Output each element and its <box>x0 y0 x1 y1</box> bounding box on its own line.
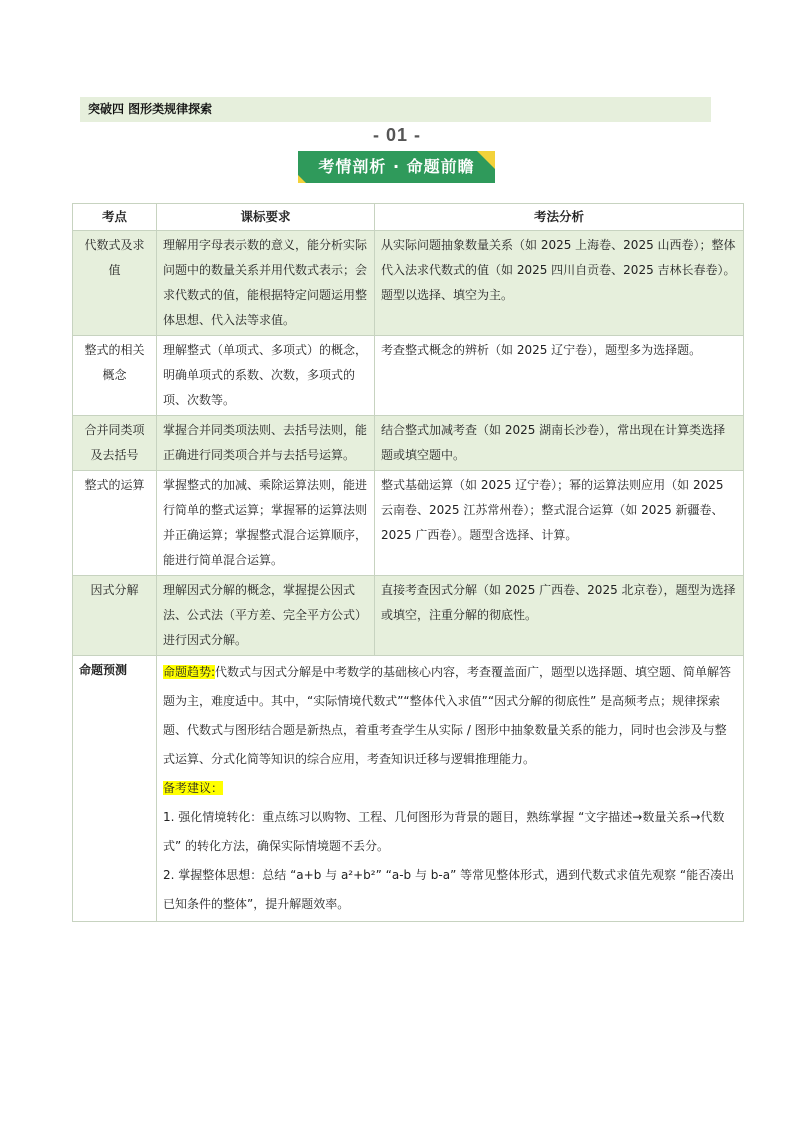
cell-kebiao: 掌握整式的加减、乘除运算法则，能进行简单的整式运算；掌握幂的运算法则并正确运算；掌握整式混合运算顺序，能进行简单混合运算。 <box>157 471 375 576</box>
trend-label: 命题趋势: <box>163 665 216 679</box>
trend-paragraph <box>163 658 737 774</box>
banner-corner-decoration <box>477 151 495 169</box>
cell-kaodian: 整式的相关概念 <box>73 336 157 416</box>
cell-kaofa: 直接考查因式分解（如 2025 广西卷、2025 北京卷），题型为选择或填空，注重分解的彻底性。 <box>375 576 744 656</box>
cell-kaofa: 从实际问题抽象数量关系（如 2025 上海卷、2025 山西卷）；整体代入法求代数式的值（如 2025 四川自贡卷、2025 吉林长春卷）。题型以选择、填空为主。 <box>375 231 744 336</box>
header-kebiao: 课标要求 <box>157 204 375 231</box>
table-row <box>73 471 744 576</box>
advice-item: 1. 强化情境转化：重点练习以购物、工程、几何图形为背景的题目，熟练掌握 “文字描述→数量关系→代数式” 的转化方法，确保实际情境题不丢分。 <box>163 810 725 853</box>
cell-kebiao: 理解整式（单项式、多项式）的概念，明确单项式的系数、次数，多项式的项、次数等。 <box>157 336 375 416</box>
banner-corner-decoration-left <box>298 175 306 183</box>
cell-kaofa: 整式基础运算（如 2025 辽宁卷）；幂的运算法则应用（如 2025 云南卷、2025 江苏常州卷）；整式混合运算（如 2025 新疆卷、2025 广西卷）。题型含选择、计算。 <box>375 471 744 576</box>
exam-analysis-table <box>72 203 744 922</box>
banner-title-box <box>298 151 495 183</box>
banner-title: 考情剖析 · 命题前瞻 <box>318 157 475 176</box>
table-header-row <box>73 204 744 231</box>
table-row <box>73 231 744 336</box>
cell-kebiao: 理解用字母表示数的意义，能分析实际问题中的数量关系并用代数式表示；会求代数式的值，能根据特定问题运用整体思想、代入法等求值。 <box>157 231 375 336</box>
table-row <box>73 336 744 416</box>
table-row <box>73 576 744 656</box>
prediction-row <box>73 656 744 922</box>
header-kaodian: 考点 <box>73 204 157 231</box>
cell-kaofa: 结合整式加减考查（如 2025 湖南长沙卷），常出现在计算类选择题或填空题中。 <box>375 416 744 471</box>
trend-text: 代数式与因式分解是中考数学的基础核心内容，考查覆盖面广，题型以选择题、填空题、简单解答题为主，难度适中。其中，“实际情境代数式”“整体代入求值”“因式分解的彻底性” 是高频考点；规律探索题、代数式与图形结合题是新热点，着重考查学生从实际 / 图形中抽象数量关系的能力，同时也会涉及与整式运算、分式化简等知识的综合应用，考查知识迁移与逻辑推理能力。 <box>163 665 732 766</box>
advice-label: 备考建议： <box>163 781 224 795</box>
prediction-label: 命题预测 <box>73 656 157 922</box>
cell-kebiao: 掌握合并同类项法则、去括号法则，能正确进行同类项合并与去括号运算。 <box>157 416 375 471</box>
section-title: 突破四 图形类规律探索 <box>80 97 711 122</box>
cell-kaodian: 整式的运算 <box>73 471 157 576</box>
cell-kaofa: 考查整式概念的辨析（如 2025 辽宁卷），题型多为选择题。 <box>375 336 744 416</box>
section-number: - 01 - <box>372 125 421 145</box>
cell-kaodian: 代数式及求值 <box>73 231 157 336</box>
table-row <box>73 416 744 471</box>
prediction-content <box>157 656 744 922</box>
cell-kaodian: 因式分解 <box>73 576 157 656</box>
header-kaofa: 考法分析 <box>375 204 744 231</box>
advice-heading <box>163 774 737 803</box>
cell-kebiao: 理解因式分解的概念，掌握提公因式法、公式法（平方差、完全平方公式）进行因式分解。 <box>157 576 375 656</box>
cell-kaodian: 合并同类项及去括号 <box>73 416 157 471</box>
advice-item: 2. 掌握整体思想：总结 “a+b 与 a²+b²” “a-b 与 b-a” 等常见整体形式，遇到代数式求值先观察 “能否凑出已知条件的整体”，提升解题效率。 <box>163 868 735 911</box>
